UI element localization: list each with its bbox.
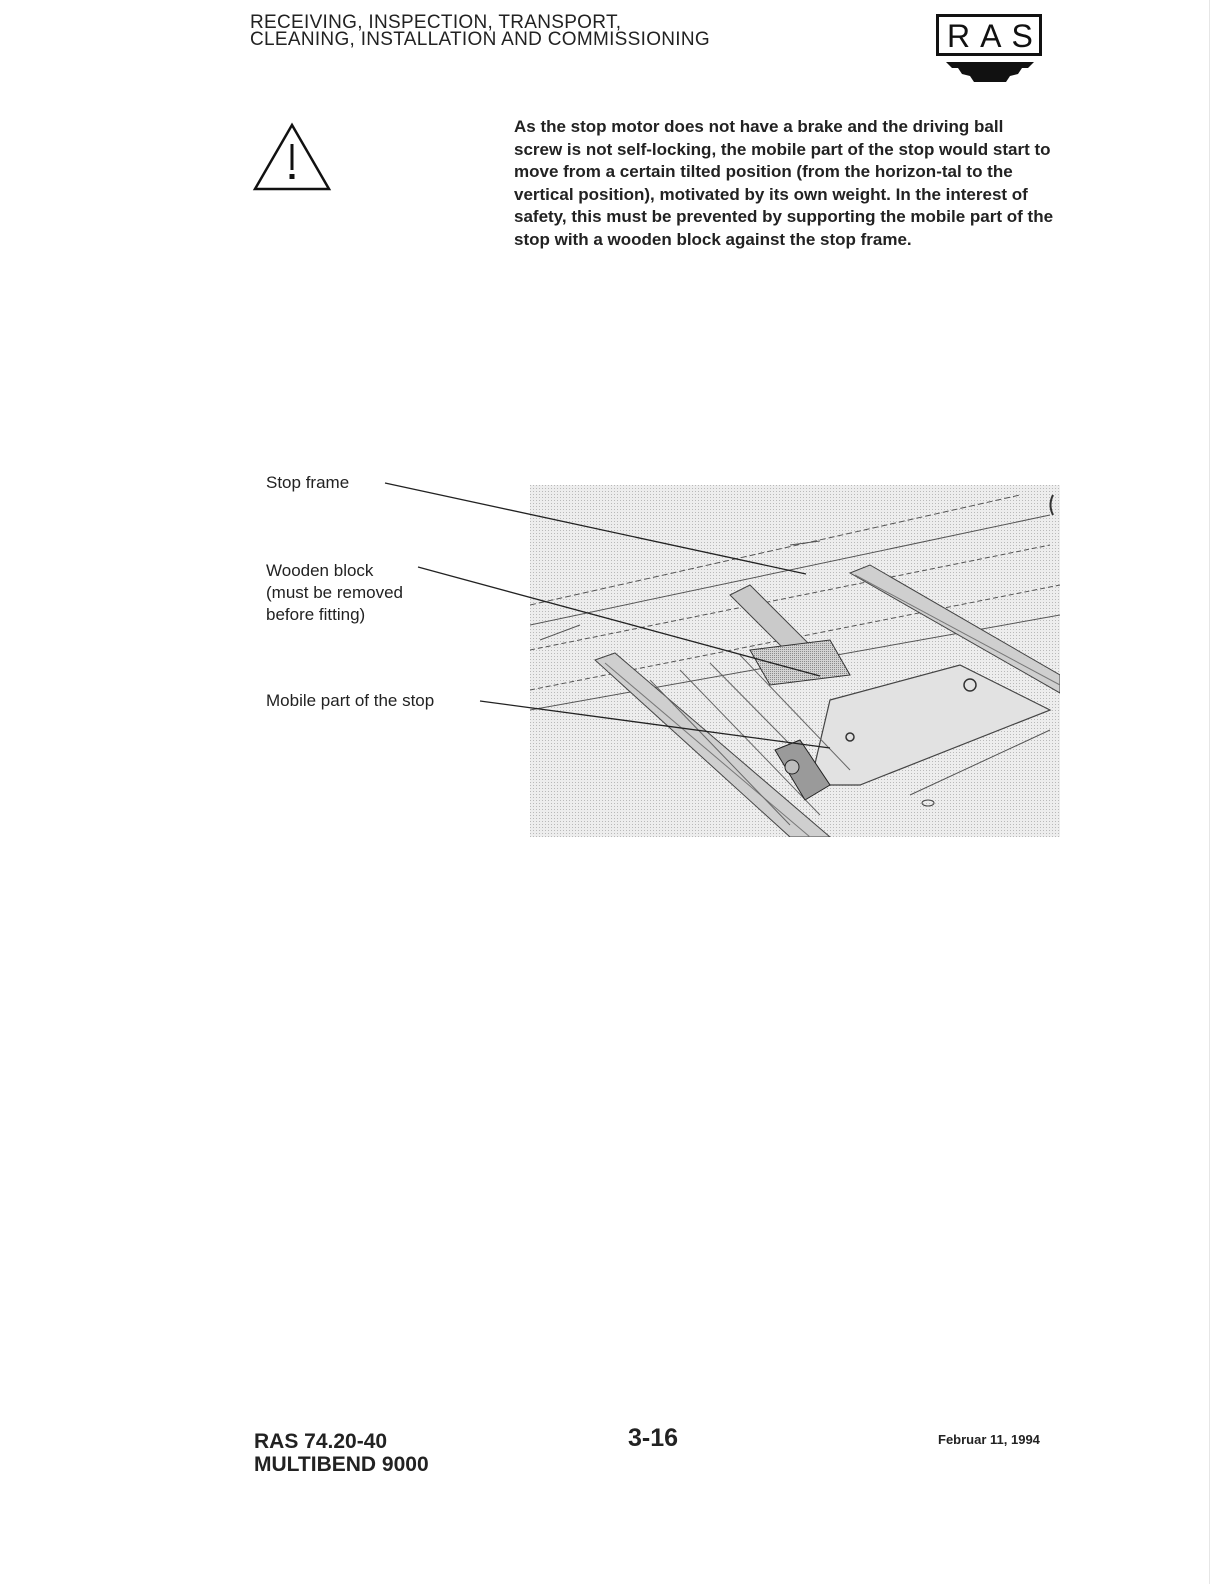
doc-number: RAS 74.20-40	[254, 1430, 388, 1453]
label-mobile-part: Mobile part of the stop	[266, 691, 435, 710]
footer-doc-info	[254, 1430, 429, 1476]
label-wooden-block-line3: before fitting)	[266, 605, 366, 624]
leader-stop-frame	[385, 483, 806, 574]
product-name: MULTIBEND 9000	[254, 1453, 429, 1476]
title-line-1: RECEIVING, INSPECTION, TRANSPORT,	[250, 12, 622, 33]
leader-wooden-block	[418, 567, 820, 676]
page-number: 3-16	[628, 1424, 679, 1452]
footer-date: Februar 11, 1994	[938, 1432, 1040, 1447]
label-stop-frame: Stop frame	[266, 473, 350, 492]
label-wooden-block-line2: (must be removed	[266, 583, 403, 602]
label-wooden-block-line1: Wooden block	[266, 561, 374, 580]
logo-text: RAS	[936, 14, 1042, 56]
title-line-2: CLEANING, INSTALLATION AND COMMISSIONING	[250, 29, 710, 50]
leader-mobile-part	[480, 701, 830, 748]
warning-text: As the stop motor does not have a brake and the driving ball screw is not self-locking, the mobile part of the stop would start to move from a certain tilted position (from the horizon-tal to the vertical position), motivated by its own weight. In the interest of safety, this must be prevented by supporting the mobile part of the stop with a wooden block against the stop frame.	[514, 117, 1054, 249]
